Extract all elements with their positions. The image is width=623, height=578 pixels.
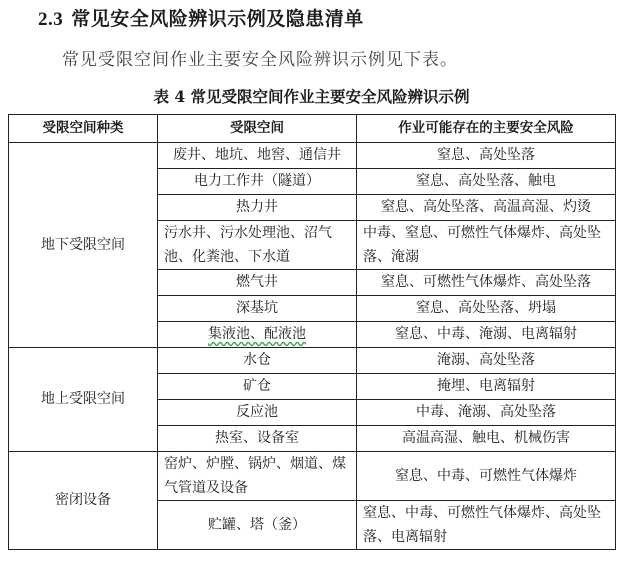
- space-cell: 水仓: [158, 348, 357, 374]
- space-cell: 矿仓: [158, 374, 357, 400]
- risk-cell: 中毒、淹溺、高处坠落: [357, 400, 616, 426]
- space-cell: [158, 322, 357, 348]
- space-cell: 贮罐、塔（釜）: [158, 501, 357, 550]
- risk-cell: 窒息、高处坠落、触电: [357, 169, 616, 195]
- risk-cell: 窒息、中毒、淹溺、电离辐射: [357, 322, 616, 348]
- risk-cell: 淹溺、高处坠落: [357, 348, 616, 374]
- space-cell: 深基坑: [158, 296, 357, 322]
- risk-cell: 掩埋、电离辐射: [357, 374, 616, 400]
- space-cell: 电力工作井（隧道）: [158, 169, 357, 195]
- space-cell: 燃气井: [158, 270, 357, 296]
- risk-cell: 中毒、窒息、可燃性气体爆炸、高处坠落、淹溺: [357, 221, 616, 270]
- category-cell: 密闭设备: [9, 452, 158, 550]
- space-cell: 废井、地坑、地窖、通信井: [158, 143, 357, 169]
- section-title: 常见安全风险辨识示例及隐患清单: [71, 8, 364, 30]
- table-row: [9, 452, 616, 501]
- space-cell: 反应池: [158, 400, 357, 426]
- header-category: 受限空间种类: [9, 115, 158, 143]
- risk-cell: 窒息、高处坠落: [357, 143, 616, 169]
- table-row: [9, 348, 616, 374]
- header-space: 受限空间: [158, 115, 357, 143]
- intro-paragraph: 常见受限空间作业主要安全风险辨识示例见下表。: [62, 50, 458, 70]
- space-cell: 热力井: [158, 195, 357, 221]
- table-caption: 表 4 常见受限空间作业主要安全风险辨识示例: [153, 87, 470, 106]
- space-cell: 窑炉、炉膛、锅炉、烟道、煤气管道及设备: [158, 452, 357, 501]
- category-cell: 地上受限空间: [9, 348, 158, 452]
- section-number: 2.3: [38, 9, 64, 30]
- category-cell: 地下受限空间: [9, 143, 158, 348]
- risk-cell: 窒息、可燃性气体爆炸、高处坠落: [357, 270, 616, 296]
- risk-cell: 窒息、高处坠落、坍塌: [357, 296, 616, 322]
- risk-cell: 窒息、中毒、可燃性气体爆炸: [357, 452, 616, 501]
- space-cell: 污水井、污水处理池、沼气池、化粪池、下水道: [158, 221, 357, 270]
- space-cell: 热室、设备室: [158, 426, 357, 452]
- section-heading: [38, 4, 364, 31]
- risk-table: [8, 114, 616, 550]
- header-risk: 作业可能存在的主要安全风险: [357, 115, 616, 143]
- risk-cell: 窒息、中毒、可燃性气体爆炸、高处坠落、电离辐射: [357, 501, 616, 550]
- table-header-row: [9, 115, 616, 143]
- table-row: [9, 143, 616, 169]
- space-text: 集液池、配液池: [208, 326, 306, 342]
- risk-cell: 窒息、高处坠落、高温高湿、灼烫: [357, 195, 616, 221]
- risk-cell: 高温高湿、触电、机械伤害: [357, 426, 616, 452]
